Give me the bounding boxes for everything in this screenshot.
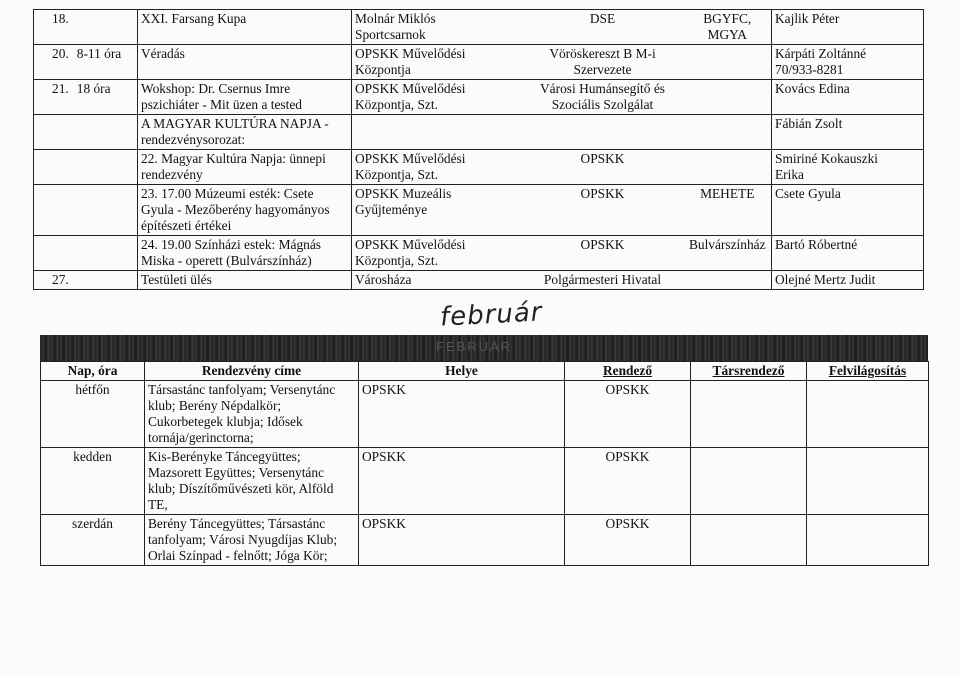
row-number: 18.	[34, 10, 138, 45]
event-contact: Kárpáti Zoltánné 70/933-8281	[772, 45, 924, 80]
row-number: 20.	[52, 46, 69, 61]
event-place: Városháza	[352, 271, 522, 290]
month-handwritten: február	[439, 297, 544, 333]
event-title: 22. Magyar Kultúra Napja: ünnepi rendezvény	[138, 150, 352, 185]
february-events-table	[40, 361, 929, 566]
row-time: 18 óra	[76, 81, 111, 96]
event-place: OPSKK Művelődési Központja	[352, 45, 522, 80]
row-number: 27.	[34, 271, 138, 290]
event-place: OPSKK Művelődési Központja, Szt.	[352, 236, 522, 271]
event-organizer: OPSKK	[565, 381, 691, 448]
event-organizer: OPSKK	[565, 515, 691, 566]
event-place: OPSKK	[359, 381, 565, 448]
row-number	[34, 236, 138, 271]
event-title: A MAGYAR KULTÚRA NAPJA - rendezvénysorozat:	[138, 115, 352, 150]
event-contact: Olejné Mertz Judit	[772, 271, 924, 290]
header-organizer: Rendező	[565, 362, 691, 381]
event-contact: Kajlik Péter	[772, 10, 924, 45]
event-title: XXI. Farsang Kupa	[138, 10, 352, 45]
event-title: Társastánc tanfolyam; Versenytánc klub; Berény Népdalkör; Cukorbetegek klubja; Idősek tornája/gerinctorna;	[145, 381, 359, 448]
row-number	[34, 185, 138, 236]
row-day: hétfőn	[41, 381, 145, 448]
table-row	[41, 515, 929, 566]
table-row	[34, 80, 924, 115]
event-co-organizer: MEHETE	[684, 185, 772, 236]
event-contact: Smiriné Kokauszki Erika	[772, 150, 924, 185]
table-row	[34, 271, 924, 290]
event-info	[807, 515, 929, 566]
event-contact: Csete Gyula	[772, 185, 924, 236]
table-row	[34, 236, 924, 271]
table-row	[34, 45, 924, 80]
event-organizer: OPSKK	[522, 236, 684, 271]
event-co-organizer	[691, 515, 807, 566]
event-organizer: OPSKK	[522, 150, 684, 185]
event-place: OPSKK	[359, 515, 565, 566]
header-title: Rendezvény címe	[145, 362, 359, 381]
table-row	[34, 150, 924, 185]
event-co-organizer: Bulvárszínház	[684, 236, 772, 271]
event-place: Molnár Miklós Sportcsarnok	[352, 10, 522, 45]
event-co-organizer	[684, 45, 772, 80]
row-number	[34, 150, 138, 185]
event-place: OPSKK	[359, 448, 565, 515]
event-title: 24. 19.00 Színházi estek: Mágnás Miska - operett (Bulvárszínház)	[138, 236, 352, 271]
event-title: Berény Táncegyüttes; Társastánc tanfolyam; Városi Nyugdíjas Klub; Orlai Színpad - felnőtt; Jóga Kör;	[145, 515, 359, 566]
event-co-organizer	[684, 271, 772, 290]
table-row	[41, 448, 929, 515]
event-organizer: OPSKK	[522, 185, 684, 236]
event-organizer	[522, 115, 684, 150]
event-co-organizer	[684, 150, 772, 185]
row-number: 21.	[52, 81, 69, 96]
event-co-organizer	[684, 80, 772, 115]
event-organizer: Vöröskereszt B M-i Szervezete	[522, 45, 684, 80]
event-co-organizer: BGYFC, MGYA	[684, 10, 772, 45]
row-time: 8-11 óra	[76, 46, 122, 61]
table-row	[41, 381, 929, 448]
event-title: Kis-Berényke Táncegyüttes; Mazsorett Együttes; Versenytánc klub; Díszítőművészeti kör, Alföld TE,	[145, 448, 359, 515]
event-info	[807, 448, 929, 515]
event-co-organizer	[691, 448, 807, 515]
event-place	[352, 115, 522, 150]
event-contact: Bartó Róbertné	[772, 236, 924, 271]
event-organizer: DSE	[522, 10, 684, 45]
table-header-row	[41, 362, 929, 381]
row-number	[34, 80, 138, 115]
header-day: Nap, óra	[41, 362, 145, 381]
event-co-organizer	[684, 115, 772, 150]
header-info: Felvilágosítás	[807, 362, 929, 381]
table-row	[34, 115, 924, 150]
event-place: OPSKK Művelődési Központja, Szt.	[352, 80, 522, 115]
event-title: Testületi ülés	[138, 271, 352, 290]
header-co-organizer: Társrendező	[691, 362, 807, 381]
event-info	[807, 381, 929, 448]
event-place: OPSKK Művelődési Központja, Szt.	[352, 150, 522, 185]
row-day: kedden	[41, 448, 145, 515]
event-organizer: Városi Humánsegítő és Szociális Szolgálat	[522, 80, 684, 115]
month-bar-label: FEBRUÁR	[436, 339, 513, 354]
event-title: Véradás	[138, 45, 352, 80]
january-events-table	[33, 9, 924, 290]
event-title: 23. 17.00 Múzeumi esték: Csete Gyula - Mezőberény hagyományos építészeti értékei	[138, 185, 352, 236]
header-place: Helye	[359, 362, 565, 381]
event-place: OPSKK Muzeális Gyűjteménye	[352, 185, 522, 236]
event-contact: Kovács Edina	[772, 80, 924, 115]
row-number	[34, 115, 138, 150]
event-organizer: Polgármesteri Hivatal	[522, 271, 684, 290]
table-row	[34, 185, 924, 236]
event-contact: Fábián Zsolt	[772, 115, 924, 150]
event-organizer: OPSKK	[565, 448, 691, 515]
table-row	[34, 10, 924, 45]
event-title: Wokshop: Dr. Csernus Imre pszichiáter - Mit üzen a tested	[138, 80, 352, 115]
event-co-organizer	[691, 381, 807, 448]
row-number	[34, 45, 138, 80]
row-day: szerdán	[41, 515, 145, 566]
